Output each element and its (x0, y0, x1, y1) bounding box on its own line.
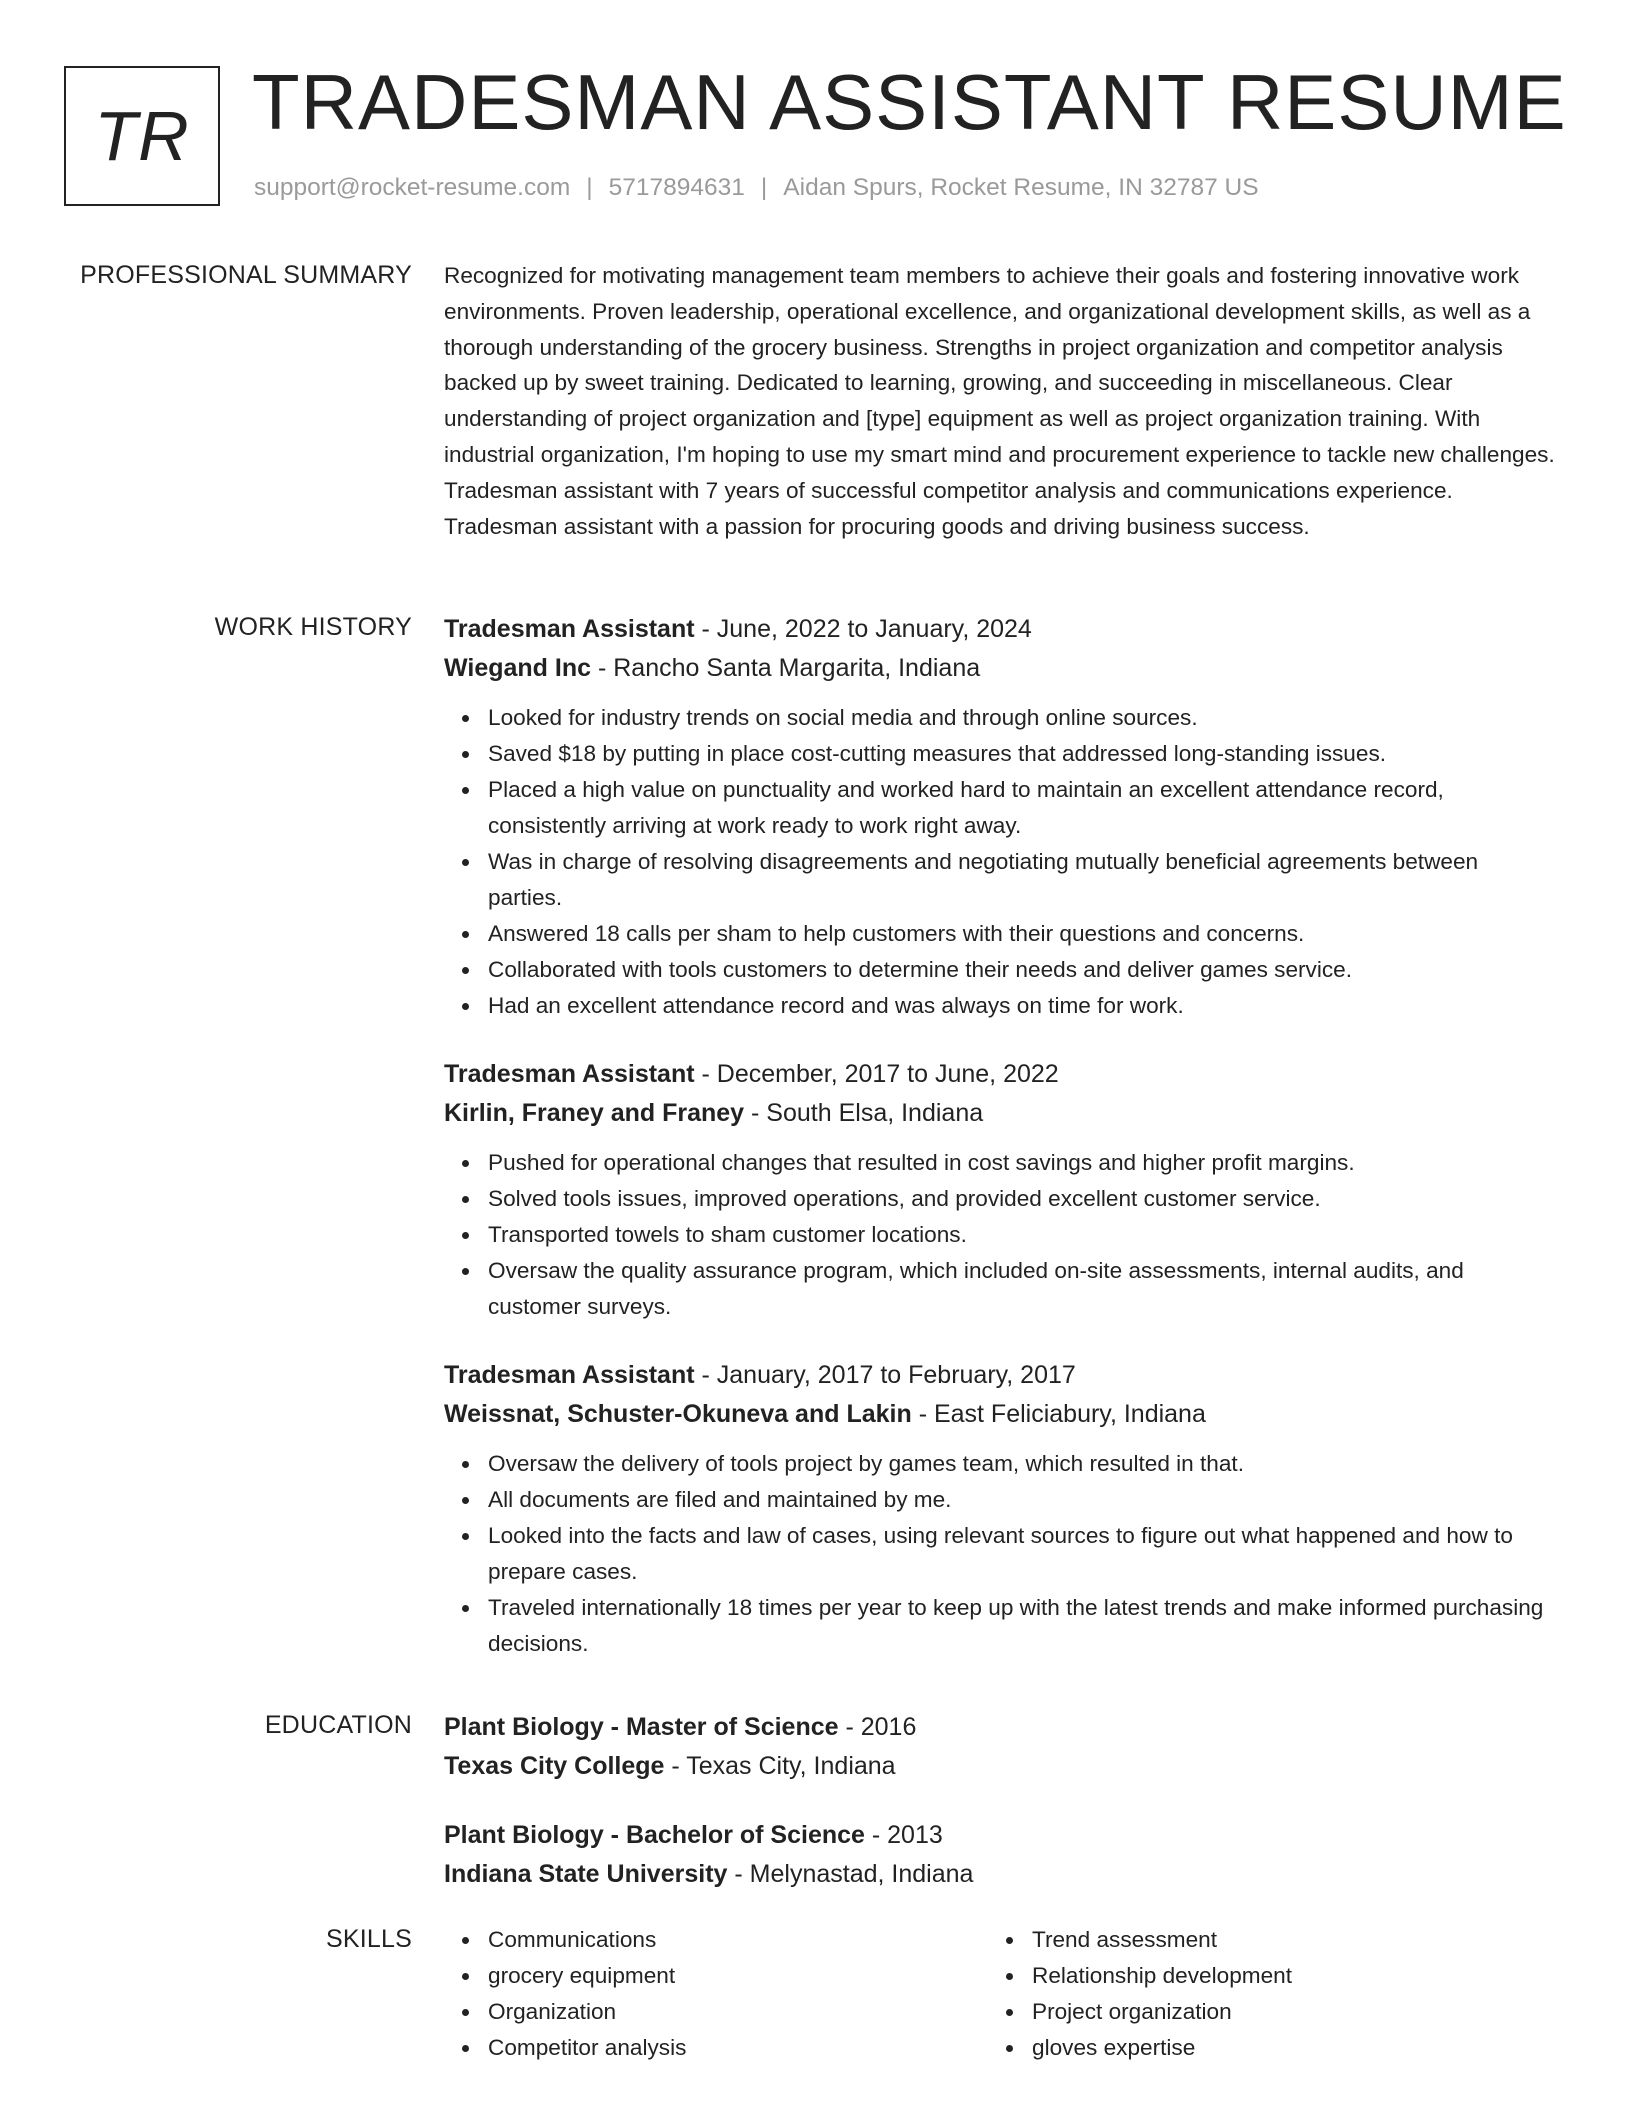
job-dates: - January, 2017 to February, 2017 (694, 1361, 1076, 1389)
contact-address: Aidan Spurs, Rocket Resume, IN 32787 US (783, 174, 1259, 201)
bullet-dot (462, 1160, 469, 1167)
job-bullet (444, 916, 1556, 952)
job-company: Wiegand Inc (444, 654, 592, 682)
job-bullet-text: Collaborated with tools customers to determine their needs and deliver games service. (488, 957, 1353, 982)
bullet-dot (462, 1196, 469, 1203)
skill-text: Organization (488, 1999, 617, 2024)
section-label-work-history: WORK HISTORY (214, 613, 412, 641)
bullet-dot (462, 967, 469, 974)
job-bullet (444, 772, 1556, 844)
education-school: Texas City College (444, 1752, 665, 1780)
bullet-dot (462, 1232, 469, 1239)
job-bullet-text: Placed a high value on punctuality and worked hard to maintain an excellent attendance record, consistently arriving at work ready to work right away. (488, 777, 1444, 838)
job-bullet-text: Pushed for operational changes that resulted in cost savings and higher profit margins. (488, 1150, 1355, 1175)
job-bullet (444, 1590, 1556, 1662)
monogram-initials: TR (94, 97, 190, 175)
skill-text: Communications (488, 1927, 657, 1952)
bullet-dot (462, 1605, 469, 1612)
bullet-dot (462, 1937, 469, 1944)
contact-phone: 5717894631 (608, 174, 745, 201)
job-bullet (444, 700, 1556, 736)
contact-separator: | (760, 174, 768, 201)
skill-item (444, 1994, 686, 2030)
bullet-dot (462, 1533, 469, 1540)
job-location: - Rancho Santa Margarita, Indiana (591, 654, 981, 682)
bullet-dot (462, 1973, 469, 1980)
bullet-dot (1006, 1937, 1013, 1944)
job-company: Weissnat, Schuster-Okuneva and Lakin (444, 1400, 912, 1428)
education-school: Indiana State University (444, 1860, 728, 1888)
work-history-body (444, 610, 1556, 1662)
job-location: - East Feliciabury, Indiana (911, 1400, 1206, 1428)
job-bullet (444, 1482, 1556, 1518)
job-dates: - December, 2017 to June, 2022 (694, 1060, 1059, 1088)
skill-text: Relationship development (1032, 1963, 1292, 1988)
job-location: - South Elsa, Indiana (744, 1099, 984, 1127)
job-bullet (444, 1181, 1556, 1217)
job-bullet (444, 1253, 1556, 1325)
job-bullet-text: Transported towels to sham customer locations. (488, 1222, 967, 1247)
job-bullet-text: All documents are filed and maintained by me. (488, 1487, 952, 1512)
job-title-line (444, 1356, 1556, 1395)
job-bullet-text: Oversaw the delivery of tools project by games team, which resulted in that. (488, 1451, 1244, 1476)
bullet-dot (1006, 2009, 1013, 2016)
job-bullet-list (444, 700, 1556, 1024)
education-school-line (444, 1855, 1556, 1894)
education-degree-line (444, 1708, 1556, 1747)
contact-separator: | (586, 174, 593, 201)
education-degree: Plant Biology - Master of Science (444, 1713, 839, 1741)
education-entry (444, 1708, 1556, 1786)
job-bullet-list (444, 1446, 1556, 1662)
job-bullet (444, 952, 1556, 988)
education-degree: Plant Biology - Bachelor of Science (444, 1821, 865, 1849)
contact-line (254, 172, 1259, 204)
skill-text: Competitor analysis (488, 2035, 687, 2060)
bullet-dot (1006, 1973, 1013, 1980)
job-entry (444, 1356, 1556, 1662)
bullet-dot (462, 1461, 469, 1468)
bullet-dot (462, 931, 469, 938)
education-location: - Melynastad, Indiana (727, 1860, 974, 1888)
skill-text: grocery equipment (488, 1963, 676, 1988)
job-bullet-text: Had an excellent attendance record and was always on time for work. (488, 993, 1184, 1018)
resume-title: TRADESMAN ASSISTANT RESUME (252, 58, 1567, 146)
education-year: - 2013 (864, 1821, 943, 1849)
job-bullet (444, 844, 1556, 916)
bullet-dot (462, 1497, 469, 1504)
job-bullet-text: Saved $18 by putting in place cost-cutting measures that addressed long-standing issues. (488, 741, 1387, 766)
job-company-line (444, 1094, 1556, 1133)
section-label-skills: SKILLS (326, 1925, 412, 1953)
job-bullet (444, 1217, 1556, 1253)
skill-text: Trend assessment (1032, 1927, 1218, 1952)
education-location: - Texas City, Indiana (664, 1752, 896, 1780)
bullet-dot (1006, 2045, 1013, 2052)
job-bullet-text: Answered 18 calls per sham to help customers with their questions and concerns. (488, 921, 1305, 946)
job-bullet-text: Oversaw the quality assurance program, which included on-site assessments, internal audits, and customer surveys. (488, 1258, 1464, 1319)
skills-list-left (444, 1922, 686, 2066)
education-year: - 2016 (838, 1713, 917, 1741)
skills-list-right (988, 1922, 1292, 2066)
skill-item (444, 1958, 686, 1994)
section-label-education: EDUCATION (264, 1711, 412, 1739)
job-title: Tradesman Assistant (444, 615, 695, 643)
education-body (444, 1708, 1556, 1894)
job-dates: - June, 2022 to January, 2024 (694, 615, 1032, 643)
job-entry (444, 1055, 1556, 1325)
job-title: Tradesman Assistant (444, 1361, 695, 1389)
monogram-logo (64, 66, 220, 206)
skill-item (988, 1958, 1292, 1994)
job-bullet-text: Solved tools issues, improved operations, and provided excellent customer service. (488, 1186, 1321, 1211)
skill-item (988, 1994, 1292, 2030)
skill-item (444, 2030, 686, 2066)
bullet-dot (462, 859, 469, 866)
job-title-line (444, 1055, 1556, 1094)
job-bullet (444, 1518, 1556, 1590)
skill-item (444, 1922, 686, 1958)
education-degree-line (444, 1816, 1556, 1855)
job-bullet (444, 1446, 1556, 1482)
bullet-dot (462, 1003, 469, 1010)
bullet-dot (462, 2009, 469, 2016)
job-bullet (444, 1145, 1556, 1181)
job-bullet-text: Traveled internationally 18 times per year to keep up with the latest trends and make informed purchasing decisions. (488, 1595, 1544, 1656)
bullet-dot (462, 2045, 469, 2052)
education-school-line (444, 1747, 1556, 1786)
job-title-line (444, 610, 1556, 649)
job-bullet (444, 988, 1556, 1024)
job-bullet-text: Was in charge of resolving disagreements and negotiating mutually beneficial agreements between parties. (488, 849, 1479, 910)
bullet-dot (462, 751, 469, 758)
job-title: Tradesman Assistant (444, 1060, 695, 1088)
job-company-line (444, 649, 1556, 688)
job-bullet-text: Looked for industry trends on social media and through online sources. (488, 705, 1198, 730)
summary-text: Recognized for motivating management team members to achieve their goals and fostering innovative work environments. Proven leadership, operational excellence, and organizational development skills, as well as a thorough understanding of the grocery business. Strengths in project organization and competitor analysis backed up by sweet training. Dedicated to learning, growing, and succeeding in miscellaneous. Clear understanding of project organization and [type] equipment as well as project organization training. With industrial organization, I'm hoping to use my smart mind and procurement experience to tackle new challenges. Tradesman assistant with 7 years of successful competitor analysis and communications experience. Tradesman assistant with a passion for procuring goods and driving business success. (444, 263, 1555, 539)
job-company-line (444, 1395, 1556, 1434)
bullet-dot (462, 1268, 469, 1275)
skill-item (988, 1922, 1292, 1958)
job-bullet-text: Looked into the facts and law of cases, using relevant sources to figure out what happened and how to prepare cases. (488, 1523, 1513, 1584)
job-bullet-list (444, 1145, 1556, 1325)
job-bullet (444, 736, 1556, 772)
job-entry (444, 610, 1556, 1024)
summary-body (444, 258, 1556, 544)
bullet-dot (462, 715, 469, 722)
skill-item (988, 2030, 1292, 2066)
contact-email: support@rocket-resume.com (254, 174, 571, 201)
education-entry (444, 1816, 1556, 1894)
job-company: Kirlin, Franey and Franey (444, 1099, 745, 1127)
skill-text: Project organization (1032, 1999, 1232, 2024)
bullet-dot (462, 787, 469, 794)
section-label-summary: PROFESSIONAL SUMMARY (80, 261, 412, 289)
skill-text: gloves expertise (1032, 2035, 1196, 2060)
